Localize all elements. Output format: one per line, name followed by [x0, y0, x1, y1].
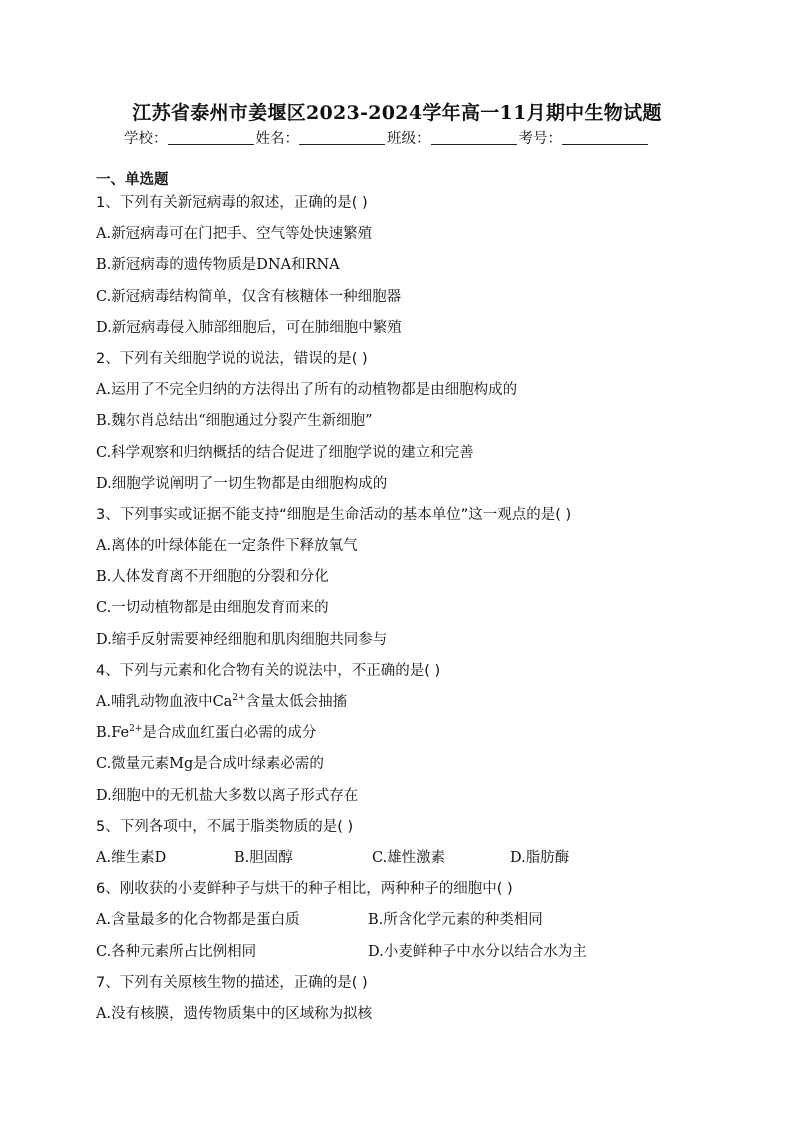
class-label: 班级： — [387, 131, 431, 147]
question-stem: 7、下列有关原核生物的描述，正确的是( ) — [96, 974, 368, 991]
question-stem: 3、下列事实或证据不能支持“细胞是生命活动的基本单位”这一观点的是( ) — [96, 506, 572, 523]
option-b: B.胆固醇 — [234, 849, 293, 866]
question-stem: 1、下列有关新冠病毒的叙述，正确的是( ) — [96, 195, 368, 211]
inline-options — [96, 843, 716, 874]
option-b: B.新冠病毒的遗传物质是DNA和RNA — [96, 257, 340, 274]
question-stem: 4、下列与元素和化合物有关的说法中，不正确的是( ) — [96, 662, 441, 679]
section-heading: 一、单选题 — [96, 172, 169, 188]
option-d: D.脂肪酶 — [510, 849, 570, 866]
option-a-text-rest: 含量太低会抽搐 — [245, 694, 348, 710]
class-blank[interactable] — [431, 130, 517, 145]
option-d: D.小麦鲜种子中水分以结合水为主 — [368, 943, 587, 960]
option-b — [96, 718, 716, 749]
exam-title: 江苏省泰州市姜堰区2023-2024学年高一11月期中生物试题 — [132, 102, 662, 124]
student-info-line — [124, 127, 650, 148]
question-stem: 6、刚收获的小麦鲜种子与烘干的种子相比，两种种子的细胞中( ) — [96, 881, 513, 898]
name-label: 姓名： — [255, 131, 299, 147]
ion-charge: 2+ — [129, 724, 143, 735]
option-a: A.含量最多的化合物都是蛋白质 — [96, 912, 300, 929]
name-blank[interactable] — [299, 130, 385, 145]
paired-options — [96, 905, 716, 936]
option-d: D.缩手反射需要神经细胞和肌肉细胞共同参与 — [96, 631, 388, 648]
option-b-text-rest: 是合成血红蛋白必需的成分 — [142, 725, 317, 742]
question-list — [96, 188, 716, 1030]
school-blank[interactable] — [168, 130, 254, 145]
option-a: A.离体的叶绿体能在一定条件下释放氧气 — [96, 538, 358, 555]
option-c: C.科学观察和归纳概括的结合促进了细胞学说的建立和完善 — [96, 444, 474, 461]
school-label: 学校： — [124, 131, 168, 147]
option-a — [96, 687, 716, 718]
option-d: D.新冠病毒侵入肺部细胞后，可在肺细胞中繁殖 — [96, 319, 402, 336]
option-d: D.细胞学说阐明了一切生物都是由细胞构成的 — [96, 475, 388, 492]
option-c: C.各种元素所占比例相同 — [96, 943, 257, 960]
option-a-text: A.哺乳动物血液中Ca — [96, 694, 233, 710]
option-a: A.没有核膜，遗传物质集中的区域称为拟核 — [96, 1005, 373, 1022]
question-stem: 2、下列有关细胞学说的说法，错误的是( ) — [96, 350, 368, 367]
option-c: C.微量元素Mg是合成叶绿素必需的 — [96, 756, 324, 773]
option-a: A.新冠病毒可在门把手、空气等处快速繁殖 — [96, 226, 373, 243]
option-b: B.所含化学元素的种类相同 — [368, 912, 543, 929]
option-a: A.运用了不完全归纳的方法得出了所有的动植物都是由细胞构成的 — [96, 382, 518, 399]
number-label: 考号： — [518, 131, 562, 147]
option-a: A.维生素D — [96, 849, 167, 866]
number-blank[interactable] — [562, 130, 648, 145]
option-b: B.魏尔肖总结出“细胞通过分裂产生新细胞” — [96, 413, 373, 430]
option-b-text: B.Fe — [96, 725, 130, 742]
question-stem: 5、下列各项中，不属于脂类物质的是( ) — [96, 818, 354, 835]
ion-charge: 2+ — [232, 693, 246, 704]
option-d: D.细胞中的无机盐大多数以离子形式存在 — [96, 787, 359, 804]
paired-options — [96, 937, 716, 968]
option-b: B.人体发育离不开细胞的分裂和分化 — [96, 569, 329, 586]
option-c: C.雄性激素 — [372, 849, 446, 866]
option-c: C.一切动植物都是由细胞发育而来的 — [96, 600, 329, 617]
option-c: C.新冠病毒结构简单，仅含有核糖体一种细胞器 — [96, 288, 402, 305]
